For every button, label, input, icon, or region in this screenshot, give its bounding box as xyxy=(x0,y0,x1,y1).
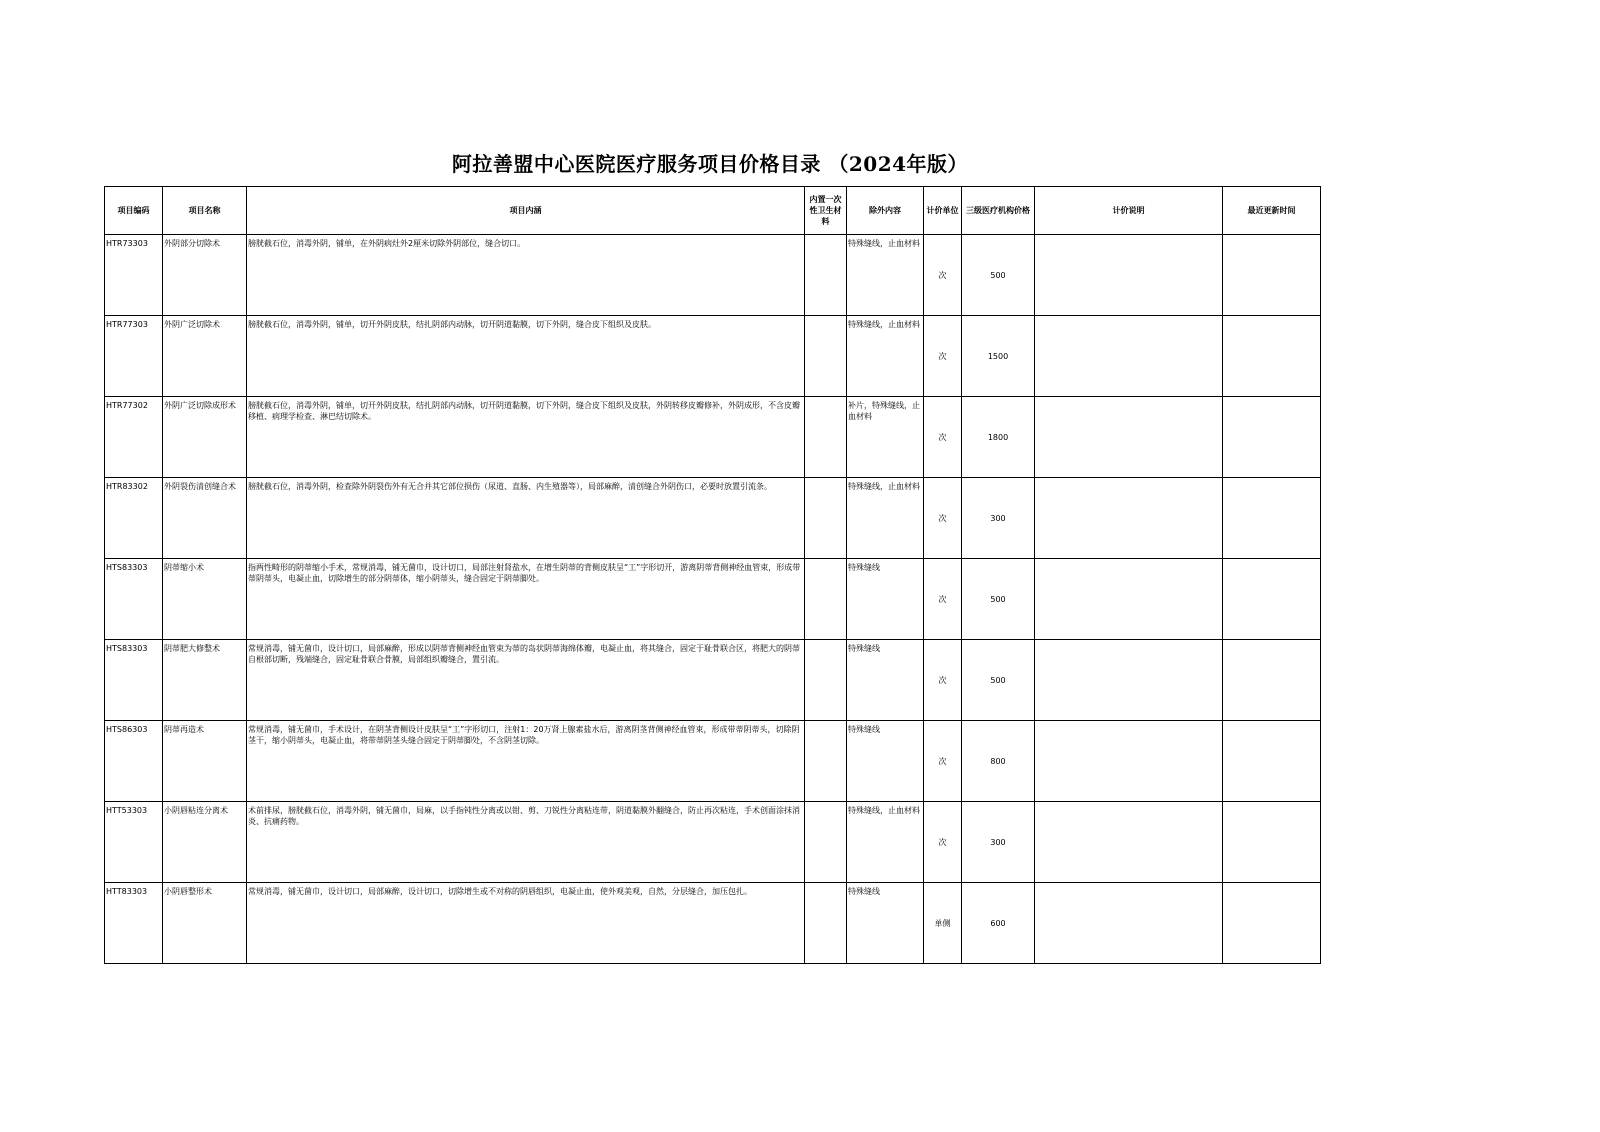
header-price: 三级医疗机构价格 xyxy=(962,187,1035,235)
cell-exclusions: 补片，特殊缝线，止血材料 xyxy=(847,397,924,478)
table-row xyxy=(105,721,1321,802)
cell-updated xyxy=(1223,640,1321,721)
cell-name: 外阴广泛切除术 xyxy=(163,316,247,397)
cell-code: HTR73303 xyxy=(105,235,163,316)
cell-name: 小阴唇整形术 xyxy=(163,883,247,964)
price-table xyxy=(104,186,1321,964)
cell-materials xyxy=(805,316,847,397)
cell-updated xyxy=(1223,559,1321,640)
cell-exclusions: 特殊缝线，止血材料 xyxy=(847,802,924,883)
cell-price: 500 xyxy=(962,559,1035,640)
cell-exclusions: 特殊缝线，止血材料 xyxy=(847,478,924,559)
cell-price: 1800 xyxy=(962,397,1035,478)
table-row xyxy=(105,397,1321,478)
cell-name: 外阴部分切除术 xyxy=(163,235,247,316)
cell-name: 外阴裂伤清创缝合术 xyxy=(163,478,247,559)
cell-price: 300 xyxy=(962,478,1035,559)
cell-content: 膀胱截石位，消毒外阴，铺单，切开外阴皮肤，结扎阴部内动脉，切开阴道黏膜，切下外阴，缝合皮下组织及皮肤，外阴转移皮瓣修补，外阴成形，不含皮瓣移植、病理学检查、淋巴结切除术。 xyxy=(247,397,805,478)
cell-unit: 次 xyxy=(924,559,962,640)
cell-code: HTT53303 xyxy=(105,802,163,883)
cell-updated xyxy=(1223,721,1321,802)
header-materials: 内置一次性卫生材料 xyxy=(805,187,847,235)
cell-unit: 次 xyxy=(924,316,962,397)
table-row xyxy=(105,316,1321,397)
header-unit: 计价单位 xyxy=(924,187,962,235)
cell-code: HTS83303 xyxy=(105,640,163,721)
cell-notes xyxy=(1035,559,1223,640)
header-content: 项目内涵 xyxy=(247,187,805,235)
cell-exclusions: 特殊缝线，止血材料 xyxy=(847,316,924,397)
cell-notes xyxy=(1035,397,1223,478)
cell-content: 常规消毒，铺无菌巾，设计切口，局部麻醉，形成以阴蒂背侧神经血管束为蒂的岛状阴蒂海绵体瓣，电凝止血，将其缝合，固定于耻骨联合区，将肥大的阴蒂自根部切断，残端缝合，固定耻骨联合骨膜，局部组织瓣缝合，置引流。 xyxy=(247,640,805,721)
cell-content: 术前排尿，膀胱截石位，消毒外阴，铺无菌巾，局麻，以手指钝性分离或以钳、剪、刀锐性分离粘连带，阴道黏膜外翻缝合，防止再次粘连，手术创面涂抹消炎、抗痛药物。 xyxy=(247,802,805,883)
cell-name: 阴蒂肥大修整术 xyxy=(163,640,247,721)
cell-updated xyxy=(1223,235,1321,316)
cell-materials xyxy=(805,559,847,640)
cell-price: 500 xyxy=(962,640,1035,721)
cell-exclusions: 特殊缝线，止血材料 xyxy=(847,235,924,316)
cell-content: 常规消毒，铺无菌巾，手术设计，在阴茎背侧设计皮肤呈“工”字形切口，注射1：20万肾上腺素盐水后，游离阴茎背侧神经血管束，形成带蒂阴蒂头，切除阴茎干，缩小阴蒂头，电凝止血，将带蒂阴茎头缝合固定于阴蒂脚处，不含阴茎切除。 xyxy=(247,721,805,802)
header-exclusions: 除外内容 xyxy=(847,187,924,235)
cell-unit: 次 xyxy=(924,721,962,802)
cell-price: 500 xyxy=(962,235,1035,316)
cell-unit: 次 xyxy=(924,802,962,883)
cell-name: 外阴广泛切除成形术 xyxy=(163,397,247,478)
table-row xyxy=(105,802,1321,883)
cell-materials xyxy=(805,721,847,802)
cell-unit: 次 xyxy=(924,640,962,721)
cell-price: 600 xyxy=(962,883,1035,964)
cell-materials xyxy=(805,235,847,316)
table-row xyxy=(105,883,1321,964)
header-code: 项目编码 xyxy=(105,187,163,235)
cell-unit: 次 xyxy=(924,478,962,559)
cell-materials xyxy=(805,883,847,964)
cell-updated xyxy=(1223,397,1321,478)
cell-notes xyxy=(1035,802,1223,883)
cell-exclusions: 特殊缝线 xyxy=(847,640,924,721)
cell-code: HTS86303 xyxy=(105,721,163,802)
cell-name: 阴蒂再造术 xyxy=(163,721,247,802)
cell-updated xyxy=(1223,883,1321,964)
cell-price: 300 xyxy=(962,802,1035,883)
cell-updated xyxy=(1223,802,1321,883)
table-row xyxy=(105,640,1321,721)
cell-unit: 次 xyxy=(924,397,962,478)
cell-name: 阴蒂缩小术 xyxy=(163,559,247,640)
cell-unit: 次 xyxy=(924,235,962,316)
header-name: 项目名称 xyxy=(163,187,247,235)
cell-exclusions: 特殊缝线 xyxy=(847,559,924,640)
cell-notes xyxy=(1035,640,1223,721)
table-row xyxy=(105,235,1321,316)
cell-unit: 单侧 xyxy=(924,883,962,964)
page-title: 阿拉善盟中心医院医疗服务项目价格目录 （2024年版） xyxy=(451,152,969,176)
cell-content: 指两性畸形的阴蒂缩小手术，常规消毒，铺无菌巾，设计切口，局部注射肾盐水，在增生阴蒂的背侧皮肤呈“工”字形切开，游离阴蒂背侧神经血管束，形成带蒂阴蒂头，电凝止血，切除增生的部分阴蒂体，缩小阴蒂头，缝合固定于阴蒂脚处。 xyxy=(247,559,805,640)
cell-price: 800 xyxy=(962,721,1035,802)
cell-code: HTR77303 xyxy=(105,316,163,397)
cell-updated xyxy=(1223,316,1321,397)
cell-notes xyxy=(1035,721,1223,802)
table-row xyxy=(105,559,1321,640)
cell-content: 膀胱截石位，消毒外阴，铺单，在外阴病灶外2厘米切除外阴部位，缝合切口。 xyxy=(247,235,805,316)
cell-name: 小阴唇粘连分离术 xyxy=(163,802,247,883)
cell-materials xyxy=(805,478,847,559)
cell-code: HTS83303 xyxy=(105,559,163,640)
cell-code: HTT83303 xyxy=(105,883,163,964)
cell-code: HTR77302 xyxy=(105,397,163,478)
cell-content: 膀胱截石位，消毒外阴，铺单，切开外阴皮肤，结扎阴部内动脉，切开阴道黏膜，切下外阴，缝合皮下组织及皮肤。 xyxy=(247,316,805,397)
cell-notes xyxy=(1035,316,1223,397)
cell-materials xyxy=(805,397,847,478)
cell-exclusions: 特殊缝线 xyxy=(847,883,924,964)
cell-content: 膀胱截石位，消毒外阴，检查除外阴裂伤外有无合并其它部位损伤（尿道、直肠、内生殖器等），局部麻醉，清创缝合外阴伤口，必要时放置引流条。 xyxy=(247,478,805,559)
cell-notes xyxy=(1035,478,1223,559)
table-row xyxy=(105,478,1321,559)
cell-price: 1500 xyxy=(962,316,1035,397)
header-updated: 最近更新时间 xyxy=(1223,187,1321,235)
cell-notes xyxy=(1035,235,1223,316)
cell-code: HTR83302 xyxy=(105,478,163,559)
header-notes: 计价说明 xyxy=(1035,187,1223,235)
cell-content: 常规消毒，铺无菌巾，设计切口，局部麻醉，设计切口，切除增生或不对称的阴唇组织，电凝止血，使外观美观，自然，分层缝合，加压包扎。 xyxy=(247,883,805,964)
cell-updated xyxy=(1223,478,1321,559)
cell-notes xyxy=(1035,883,1223,964)
cell-materials xyxy=(805,802,847,883)
header-row xyxy=(105,187,1321,235)
cell-materials xyxy=(805,640,847,721)
cell-exclusions: 特殊缝线 xyxy=(847,721,924,802)
